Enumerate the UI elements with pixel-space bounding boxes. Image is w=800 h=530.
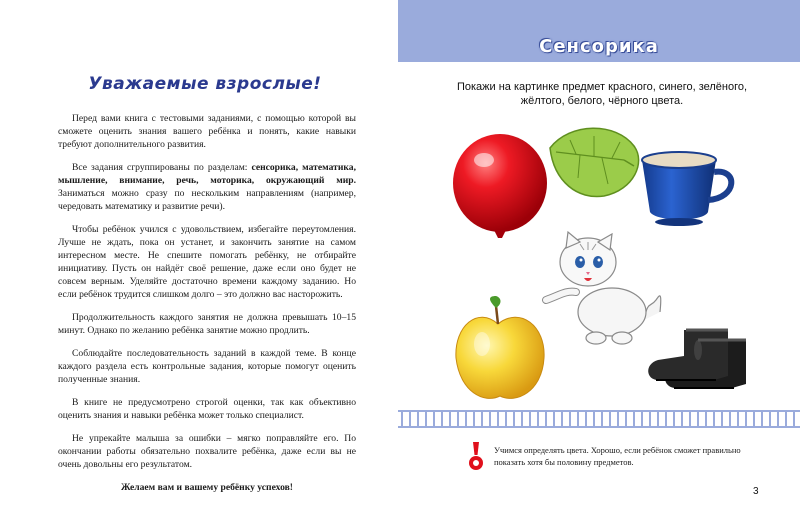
paragraph-4: Продолжительность каждого занятия не должна превышать 10–15 минут. Однако по желанию ребёнка занятие можно продлить. [58, 312, 356, 336]
green-leaf-icon [550, 128, 639, 196]
yellow-apple-icon [456, 296, 544, 398]
right-page [398, 0, 800, 530]
closing-wish: Желаем вам и вашему ребёнку успехов! [120, 482, 293, 493]
decorative-border [398, 408, 800, 430]
task-illustration [398, 0, 800, 408]
blue-cup-icon [642, 152, 731, 226]
left-page [0, 0, 398, 530]
section-title: Сенсорика [539, 36, 659, 57]
red-balloon-icon [453, 134, 547, 238]
page-number: 3 [753, 486, 759, 497]
paragraph-5: Соблюдайте последовательность заданий в каждой теме. В конце каждого раздела есть контрольные задания, которые помогут оценить полученные знания. [58, 348, 356, 385]
paragraph-2 [58, 161, 356, 213]
task-instruction: Покажи на картинке предмет красного, синего, зелёного, жёлтого, белого, чёрного цвета. [456, 81, 748, 107]
hint-note: Учимся определять цвета. Хорошо, если ребёнок сможет правильно показать хотя бы половину предметов. [494, 445, 741, 467]
paragraph-2-lead: Все задания сгруппированы по разделам: [72, 162, 252, 173]
paragraph-3: Чтобы ребёнок учился с удовольствием, избегайте переутомления. Лучше не ждать, пока он устанет, и закончить занятие на самом интересном месте. Не спешите помогать ребёнку, не отбирайте инициативу. Пусть он найдёт своё решение, даже если оно будет не совсем верным. Уделяйте достаточно времени каждому заданию. Но если ребёнок трудится слишком долго – это должно вас насторожить. [58, 224, 356, 300]
paragraph-1: Перед вами книга с тестовыми заданиями, с помощью которой вы сможете оценить знания вашего ребёнка и понять, какие навыки требуют дополнительного развития. [58, 113, 356, 150]
paragraph-2-tail: Заниматься можно сразу по нескольким направлениям (например, чередовать математику и развитие речи). [58, 188, 356, 212]
important-exclamation-icon [464, 441, 488, 471]
paragraph-7: Не упрекайте малыша за ошибки – мягко поправляйте его. По окончании работы обязательно похвалите ребёнка, даже если вы не очень довольны его результатом. [58, 433, 356, 470]
white-kitten-icon [546, 232, 661, 344]
paragraph-6: В книге не предусмотрено строгой оценки, так как объективно оценить знания и навыки ребёнка может только специалист. [58, 397, 356, 421]
black-boots-icon [648, 330, 746, 388]
sections-list: сенсорика, математика, мышление, внимание, речь, моторика, окружающий мир. [58, 162, 356, 186]
intro-text [58, 112, 356, 504]
page-title: Уважаемые взрослые! [88, 74, 322, 94]
